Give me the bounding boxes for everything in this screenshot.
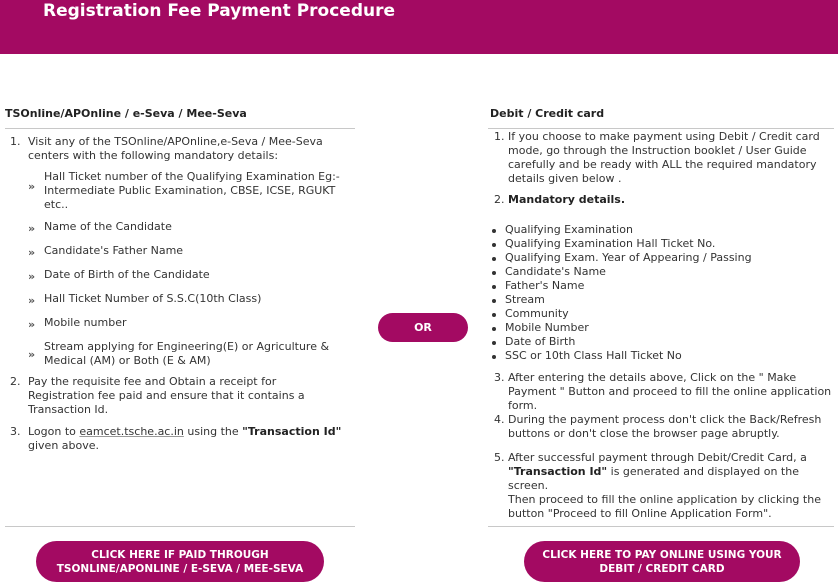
- bullet-icon: [492, 327, 496, 331]
- bullet-icon: [492, 229, 496, 233]
- left-item-1-text: Visit any of the TSOnline/APOnline,e-Seva / Mee-Seva centers with the following mandatory details:: [28, 135, 323, 162]
- detail-item: SSC or 10th Class Hall Ticket No: [505, 349, 682, 362]
- mandatory-details-label: Mandatory details.: [508, 193, 626, 206]
- left-column-title: TSOnline/APOnline / e-Seva / Mee-Seva: [5, 107, 247, 120]
- left-item-2-text: Pay the requisite fee and Obtain a receipt for Registration fee paid and ensure that it contains a Transaction Id.: [28, 375, 305, 416]
- left-item-3-text: Logon to eamcet.tsche.ac.in using the "Transaction Id" given above.: [28, 425, 342, 452]
- bullet-icon: [492, 355, 496, 359]
- or-divider-badge: OR: [378, 313, 468, 342]
- chevron-icon: »: [28, 270, 36, 283]
- bullet-icon: [492, 299, 496, 303]
- detail-item: Candidate's Name: [505, 265, 606, 278]
- sub-item-date-of-birth: Date of Birth of the Candidate: [44, 268, 210, 281]
- page-header: [0, 0, 838, 54]
- detail-item: Mobile Number: [505, 321, 589, 334]
- right-item-4-number: 4.: [494, 413, 505, 426]
- sub-item-hall-ticket: Hall Ticket number of the Qualifying Examination Eg:- Intermediate Public Examination, CBSE, ICSE, RGUKT etc..: [44, 170, 340, 211]
- right-column-title: Debit / Credit card: [490, 107, 605, 120]
- page-title: Registration Fee Payment Procedure: [43, 1, 396, 21]
- detail-item: Qualifying Examination Hall Ticket No.: [505, 237, 716, 250]
- detail-item: Date of Birth: [505, 335, 576, 348]
- right-item-2-number: 2.: [494, 193, 505, 206]
- chevron-icon: »: [28, 294, 36, 307]
- right-item-5-number: 5.: [494, 451, 505, 464]
- right-item-4-text: During the payment process don't click the Back/Refresh buttons or don't close the browser page abruptly.: [508, 413, 822, 440]
- right-item-5-text: After successful payment through Debit/Credit Card, a "Transaction Id" is generated and displayed on the screen. Then proceed to fill the online application by clicking the button "Proceed to fill Online Application Form".: [508, 451, 821, 520]
- detail-item: Stream: [505, 293, 545, 306]
- left-item-2-number: 2.: [10, 375, 21, 388]
- eamcet-link[interactable]: eamcet.tsche.ac.in: [79, 425, 184, 438]
- right-item-3-text: After entering the details above, Click on the " Make Payment " Button and proceed to fill the online application form.: [508, 371, 832, 412]
- chevron-icon: »: [28, 348, 36, 361]
- bullet-icon: [492, 285, 496, 289]
- detail-item: Qualifying Exam. Year of Appearing / Passing: [505, 251, 752, 264]
- right-item-1-text: If you choose to make payment using Debit / Credit card mode, go through the Instruction booklet / User Guide carefully and be ready with ALL the required mandatory details given below .: [508, 130, 820, 185]
- chevron-icon: »: [28, 246, 36, 259]
- detail-item: Community: [505, 307, 569, 320]
- detail-item: Qualifying Examination: [505, 223, 633, 236]
- chevron-icon: »: [28, 222, 36, 235]
- sub-item-candidate-name: Name of the Candidate: [44, 220, 172, 233]
- bullet-icon: [492, 271, 496, 275]
- left-bottom-divider: [5, 526, 355, 527]
- pay-online-card-button[interactable]: CLICK HERE TO PAY ONLINE USING YOUR DEBIT / CREDIT CARD: [524, 541, 800, 582]
- right-bottom-divider: [488, 526, 834, 527]
- detail-item: Father's Name: [505, 279, 585, 292]
- left-item-1-number: 1.: [10, 135, 21, 148]
- left-top-divider: [5, 128, 355, 129]
- bullet-icon: [492, 243, 496, 247]
- right-item-3-number: 3.: [494, 371, 505, 384]
- chevron-icon: »: [28, 180, 36, 193]
- bullet-icon: [492, 341, 496, 345]
- bullet-icon: [492, 313, 496, 317]
- chevron-icon: »: [28, 318, 36, 331]
- sub-item-father-name: Candidate's Father Name: [44, 244, 184, 257]
- sub-item-ssc-hall-ticket: Hall Ticket Number of S.S.C(10th Class): [44, 292, 262, 305]
- right-item-1-number: 1.: [494, 130, 505, 143]
- right-top-divider: [488, 128, 834, 129]
- bullet-icon: [492, 257, 496, 261]
- sub-item-mobile: Mobile number: [44, 316, 127, 329]
- sub-item-stream: Stream applying for Engineering(E) or Agriculture & Medical (AM) or Both (E & AM): [44, 340, 330, 367]
- left-item-3-number: 3.: [10, 425, 21, 438]
- paid-through-tsonline-button[interactable]: CLICK HERE IF PAID THROUGH TSONLINE/APONLINE / E-SEVA / MEE-SEVA: [36, 541, 324, 582]
